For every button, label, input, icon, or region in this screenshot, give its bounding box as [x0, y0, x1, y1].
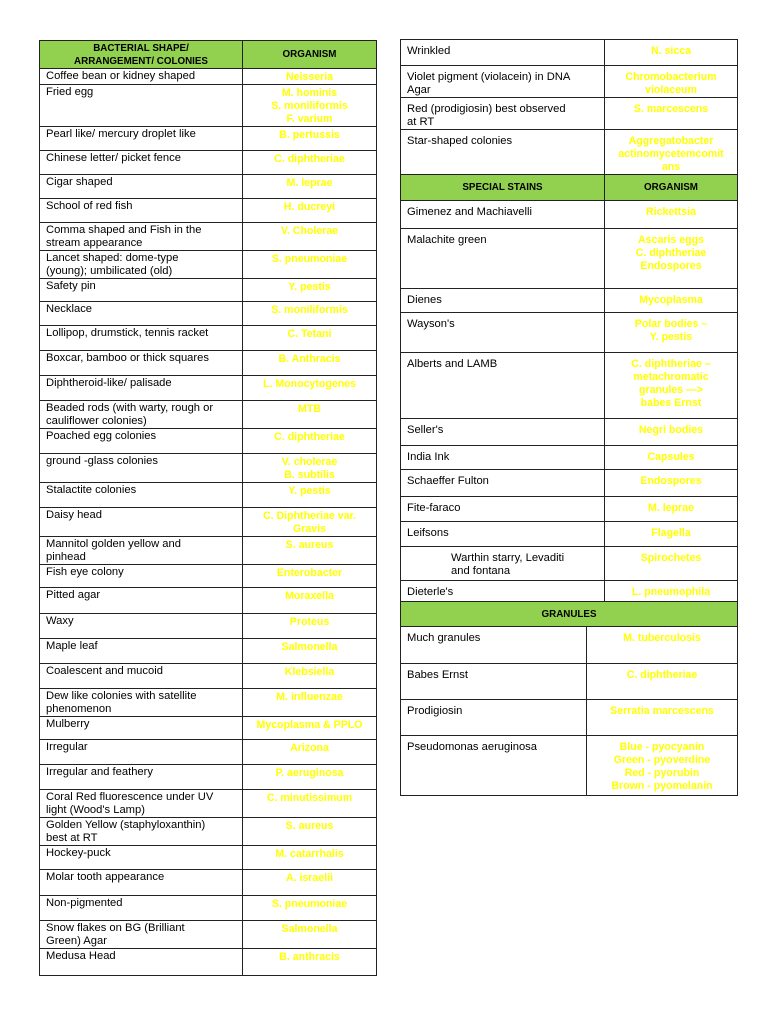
colony-label: Chinese letter/ picket fence	[40, 151, 243, 175]
colony-row	[40, 199, 377, 223]
colony-label: Pitted agar	[40, 588, 243, 614]
col-header-shape: BACTERIAL SHAPE/ ARRANGEMENT/ COLONIES	[40, 41, 243, 69]
granule-organism: Serratia marcescens	[587, 700, 738, 736]
special-stains-header: SPECIAL STAINS	[401, 175, 605, 201]
colony-organism: C. minutissimum	[243, 790, 377, 818]
stain-organism: Negri bodies	[605, 419, 738, 446]
colony-organism: S. moniliformis	[243, 302, 377, 326]
colony-row	[40, 740, 377, 765]
colony-organism: M. hominis S. moniliformis F. varium	[243, 85, 377, 127]
colony-organism: Chromobacterium violaceum	[605, 66, 738, 98]
colony-label: Red (prodigiosin) best observed at RT	[401, 98, 605, 130]
granule-row	[401, 700, 738, 736]
colony-label: Fish eye colony	[40, 565, 243, 588]
colony-row	[40, 151, 377, 175]
stain-row	[401, 547, 738, 581]
stain-organism: Mycoplasma	[605, 289, 738, 313]
colony-organism: M. leprae	[243, 175, 377, 199]
colony-row	[40, 175, 377, 199]
stain-organism: Ascaris eggs C. diphtheriae Endospores	[605, 229, 738, 289]
colony-label: Non-pigmented	[40, 896, 243, 921]
colony-row	[40, 870, 377, 896]
colony-row	[40, 454, 377, 483]
colony-organism: Moraxella	[243, 588, 377, 614]
colony-label: Star-shaped colonies	[401, 130, 605, 175]
colony-organism: Salmonella	[243, 639, 377, 664]
stain-row	[401, 419, 738, 446]
granule-organism: Blue - pyocyanin Green - pyoverdine Red - pyorubin Brown - pyomelanin	[587, 736, 738, 796]
stains-table	[400, 39, 738, 610]
stain-organism: Polar bodies – Y. pestis	[605, 313, 738, 353]
colony-organism: V. cholerae B. subtilis	[243, 454, 377, 483]
granule-row	[401, 664, 738, 700]
stain-row	[401, 289, 738, 313]
colony-organism: C. diphtheriae	[243, 151, 377, 175]
colony-organism: Neisseria	[243, 69, 377, 85]
colony-organism: S. pneumoniae	[243, 251, 377, 279]
stain-organism: Endospores	[605, 470, 738, 497]
stain-label: Dienes	[401, 289, 605, 313]
stain-label: Wayson's	[401, 313, 605, 353]
colony-label: Violet pigment (violacein) in DNA Agar	[401, 66, 605, 98]
colony-label: Stalactite colonies	[40, 483, 243, 508]
colony-organism: MTB	[243, 401, 377, 429]
colony-row	[40, 639, 377, 664]
colony-label: Molar tooth appearance	[40, 870, 243, 896]
colony-label: Lancet shaped: dome-type (young); umbilicated (old)	[40, 251, 243, 279]
colony-label: Comma shaped and Fish in the stream appearance	[40, 223, 243, 251]
colony-label: Wrinkled	[401, 40, 605, 66]
colony-label: Lollipop, drumstick, tennis racket	[40, 326, 243, 351]
colony-label: Safety pin	[40, 279, 243, 302]
colony-label: Irregular	[40, 740, 243, 765]
colony-organism: N. sicca	[605, 40, 738, 66]
colony-row	[40, 401, 377, 429]
granule-label: Pseudomonas aeruginosa	[401, 736, 587, 796]
stain-label: Schaeffer Fulton	[401, 470, 605, 497]
granule-label: Much granules	[401, 627, 587, 664]
colony-organism: M. catarrhalis	[243, 846, 377, 870]
colony-label: Golden Yellow (staphyloxanthin) best at RT	[40, 818, 243, 846]
col-header-organism: ORGANISM	[243, 41, 377, 69]
colony-row	[40, 846, 377, 870]
stain-label: Warthin starry, Levaditi and fontana	[401, 547, 605, 581]
colony-label: ground -glass colonies	[40, 454, 243, 483]
colony-organism: B. anthracis	[243, 949, 377, 976]
stain-label: Fite-faraco	[401, 497, 605, 522]
colony-organism: S. aureus	[243, 818, 377, 846]
colony-label: Mannitol golden yellow and pinhead	[40, 537, 243, 565]
granule-label: Babes Ernst	[401, 664, 587, 700]
colony-row	[40, 896, 377, 921]
stain-row	[401, 229, 738, 289]
colony-row	[40, 717, 377, 740]
stain-row	[401, 470, 738, 497]
colony-label: Necklace	[40, 302, 243, 326]
stain-organism: C. diphtheriae – metachromatic granules —> babes Ernst	[605, 353, 738, 419]
colony-label: Irregular and feathery	[40, 765, 243, 790]
stain-organism: M. leprae	[605, 497, 738, 522]
granules-table	[400, 601, 738, 796]
colony-row	[40, 483, 377, 508]
colony-row	[40, 588, 377, 614]
colony-organism: S. aureus	[243, 537, 377, 565]
colony-organism: Salmonella	[243, 921, 377, 949]
colony-row	[401, 130, 738, 175]
special-stains-header-row	[401, 175, 738, 201]
colony-row	[40, 790, 377, 818]
colony-label: Coral Red fluorescence under UV light (Wood's Lamp)	[40, 790, 243, 818]
stain-label: Leifsons	[401, 522, 605, 547]
colony-organism: A. israelii	[243, 870, 377, 896]
colony-row	[40, 689, 377, 717]
colony-row	[40, 326, 377, 351]
colony-label: Pearl like/ mercury droplet like	[40, 127, 243, 151]
colony-label: Fried egg	[40, 85, 243, 127]
colony-organism: Aggregatobacter actinomycetemcomit ans	[605, 130, 738, 175]
colony-organism: Y. pestis	[243, 483, 377, 508]
colony-row	[40, 664, 377, 689]
granule-organism: M. tuberculosis	[587, 627, 738, 664]
colony-row	[40, 949, 377, 976]
colony-row	[40, 429, 377, 454]
stain-label: Seller's	[401, 419, 605, 446]
stain-organism: Rickettsia	[605, 201, 738, 229]
stain-label: Gimenez and Machiavelli	[401, 201, 605, 229]
colony-organism: Enterobacter	[243, 565, 377, 588]
stain-label: Alberts and LAMB	[401, 353, 605, 419]
stain-organism: Flagella	[605, 522, 738, 547]
granule-row	[401, 627, 738, 664]
colony-row	[40, 127, 377, 151]
colony-label: Beaded rods (with warty, rough or cauliflower colonies)	[40, 401, 243, 429]
colony-row	[401, 40, 738, 66]
colony-organism: Proteus	[243, 614, 377, 639]
stain-row	[401, 497, 738, 522]
colony-label: Poached egg colonies	[40, 429, 243, 454]
colony-organism: H. ducreyi	[243, 199, 377, 223]
colony-organism: S. pneumoniae	[243, 896, 377, 921]
stain-row	[401, 522, 738, 547]
colony-label: Dew like colonies with satellite phenomenon	[40, 689, 243, 717]
colony-organism: C. Tetani	[243, 326, 377, 351]
colony-row	[40, 614, 377, 639]
colony-label: Daisy head	[40, 508, 243, 537]
colony-row	[40, 279, 377, 302]
colony-organism: C. Diphtheriae var. Gravis	[243, 508, 377, 537]
colony-organism: L. Monocytogenes	[243, 376, 377, 401]
colony-row	[40, 765, 377, 790]
colony-label: Mulberry	[40, 717, 243, 740]
stain-organism: L. pneumophila	[605, 581, 738, 610]
colony-label: Hockey-puck	[40, 846, 243, 870]
colony-label: Maple leaf	[40, 639, 243, 664]
stain-row	[401, 353, 738, 419]
granule-organism: C. diphtheriae	[587, 664, 738, 700]
colony-row	[40, 223, 377, 251]
colony-row	[40, 69, 377, 85]
stain-organism: Capsules	[605, 446, 738, 470]
colony-organism: C. diphtheriae	[243, 429, 377, 454]
colony-organism: P. aeruginosa	[243, 765, 377, 790]
colony-organism: Y. pestis	[243, 279, 377, 302]
colony-organism: B. Anthracis	[243, 351, 377, 376]
colony-row	[401, 98, 738, 130]
special-organism-header: ORGANISM	[605, 175, 738, 201]
stain-row	[401, 313, 738, 353]
colony-row	[40, 376, 377, 401]
colony-label: Medusa Head	[40, 949, 243, 976]
colony-organism: V. Cholerae	[243, 223, 377, 251]
colony-row	[40, 508, 377, 537]
colony-row	[40, 251, 377, 279]
stain-label: Dieterle's	[401, 581, 605, 610]
granule-label: Prodigiosin	[401, 700, 587, 736]
colony-row	[40, 537, 377, 565]
colony-row	[40, 818, 377, 846]
colony-row	[40, 351, 377, 376]
stain-organism: Spirochetes	[605, 547, 738, 581]
colony-row	[40, 85, 377, 127]
granule-row	[401, 736, 738, 796]
colony-label: Coffee bean or kidney shaped	[40, 69, 243, 85]
colony-organism: S. marcescens	[605, 98, 738, 130]
stain-row	[401, 201, 738, 229]
colony-organism: Klebsiella	[243, 664, 377, 689]
colony-row	[40, 921, 377, 949]
stain-label: Malachite green	[401, 229, 605, 289]
colony-label: Cigar shaped	[40, 175, 243, 199]
colony-organism: Mycoplasma & PPLO	[243, 717, 377, 740]
colony-row	[401, 66, 738, 98]
stain-label: India Ink	[401, 446, 605, 470]
colonies-table	[39, 40, 377, 976]
colony-row	[40, 565, 377, 588]
colony-organism: B. pertussis	[243, 127, 377, 151]
colony-label: Coalescent and mucoid	[40, 664, 243, 689]
stain-row	[401, 446, 738, 470]
colony-organism: M. influenzae	[243, 689, 377, 717]
colony-label: Diphtheroid-like/ palisade	[40, 376, 243, 401]
colony-organism: Arizona	[243, 740, 377, 765]
colony-label: School of red fish	[40, 199, 243, 223]
colony-row	[40, 302, 377, 326]
colony-label: Snow flakes on BG (Brilliant Green) Agar	[40, 921, 243, 949]
granules-header: GRANULES	[401, 602, 738, 627]
colony-label: Boxcar, bamboo or thick squares	[40, 351, 243, 376]
colony-label: Waxy	[40, 614, 243, 639]
